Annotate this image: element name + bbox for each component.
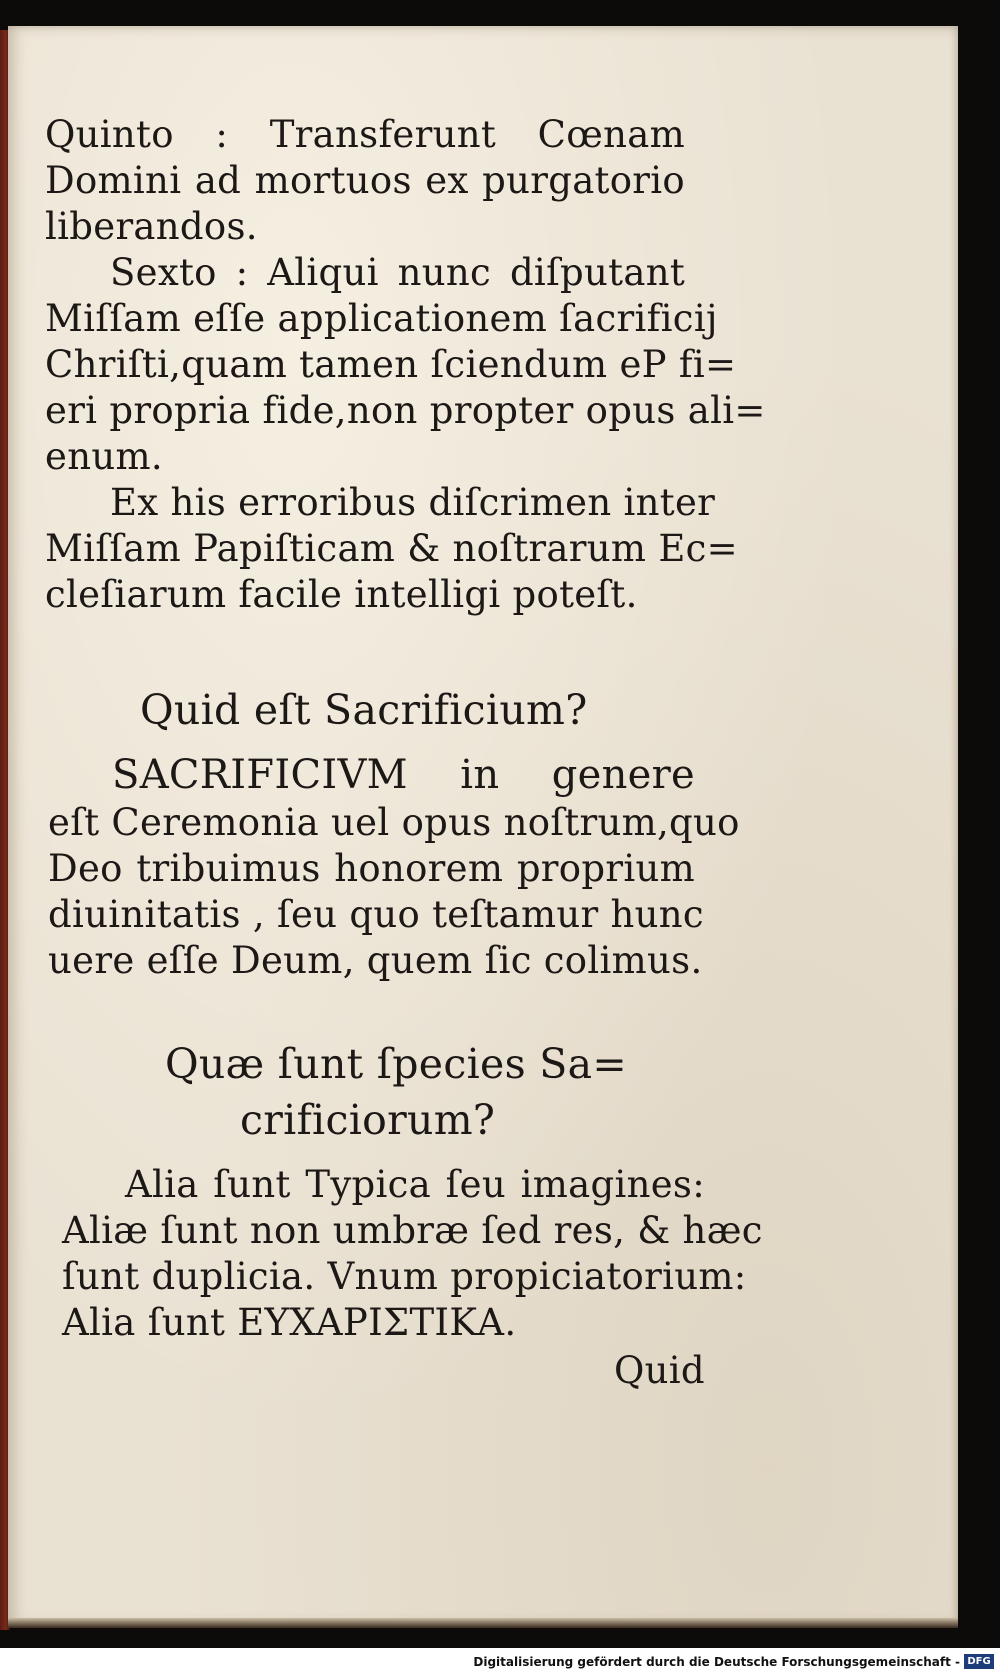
text-line: Sexto : Aliqui nunc diſputant [110, 251, 685, 294]
text-line: Ex his erroribus diſcrimen inter [110, 481, 716, 524]
text-line: Aliæ ſunt non umbræ ſed res, & hæc [62, 1209, 763, 1252]
text-line: Domini ad mortuos ex purgatorio [45, 159, 685, 202]
page-bottom-edge [8, 1618, 958, 1628]
funding-credit: Digitalisierung gefördert durch die Deutsche Forschungsgemeinschaft - [473, 1655, 960, 1669]
text-line: Chriſti,quam tamen ſciendum eP fi= [45, 343, 737, 386]
text-line: Alia ſunt Typica ſeu imagines: [125, 1163, 705, 1206]
text-line: eſt Ceremonia uel opus noſtrum,quo [48, 801, 740, 844]
footer-bar [0, 1648, 1000, 1676]
section-heading: Quæ ſunt ſpecies Sa= [165, 1040, 628, 1088]
section-heading: Quid eſt Sacrificium? [140, 686, 588, 734]
text-line: uere eſſe Deum, quem ſic colimus. [48, 939, 703, 982]
text-line: cleſiarum facile intelligi poteſt. [45, 573, 638, 616]
text-line: diuinitatis , ſeu quo teſtamur hunc [48, 893, 704, 936]
section-heading-continued: crificiorum? [240, 1096, 496, 1144]
text-line: Quinto : Transferunt Cœnam [45, 113, 685, 156]
text-line: liberandos. [45, 205, 258, 248]
text-line: ſunt duplicia. Vnum propiciatorium: [62, 1255, 747, 1298]
text-line: Miſſam Papiſticam & noſtrarum Ec= [45, 527, 738, 570]
catchword: Quid [614, 1349, 705, 1392]
text-line: enum. [45, 435, 163, 478]
text-line: Miſſam eſſe applicationem ſacrificij [45, 297, 718, 340]
text-line: SACRIFICIVM in genere [112, 752, 695, 798]
dfg-logo: DFG [964, 1654, 994, 1669]
text-line: eri propria fide,non propter opus ali= [45, 389, 766, 432]
text-line: Alia ſunt ΕΥΧΑΡΙΣΤΙΚΑ. [62, 1301, 517, 1344]
text-line: Deo tribuimus honorem proprium [48, 847, 695, 890]
